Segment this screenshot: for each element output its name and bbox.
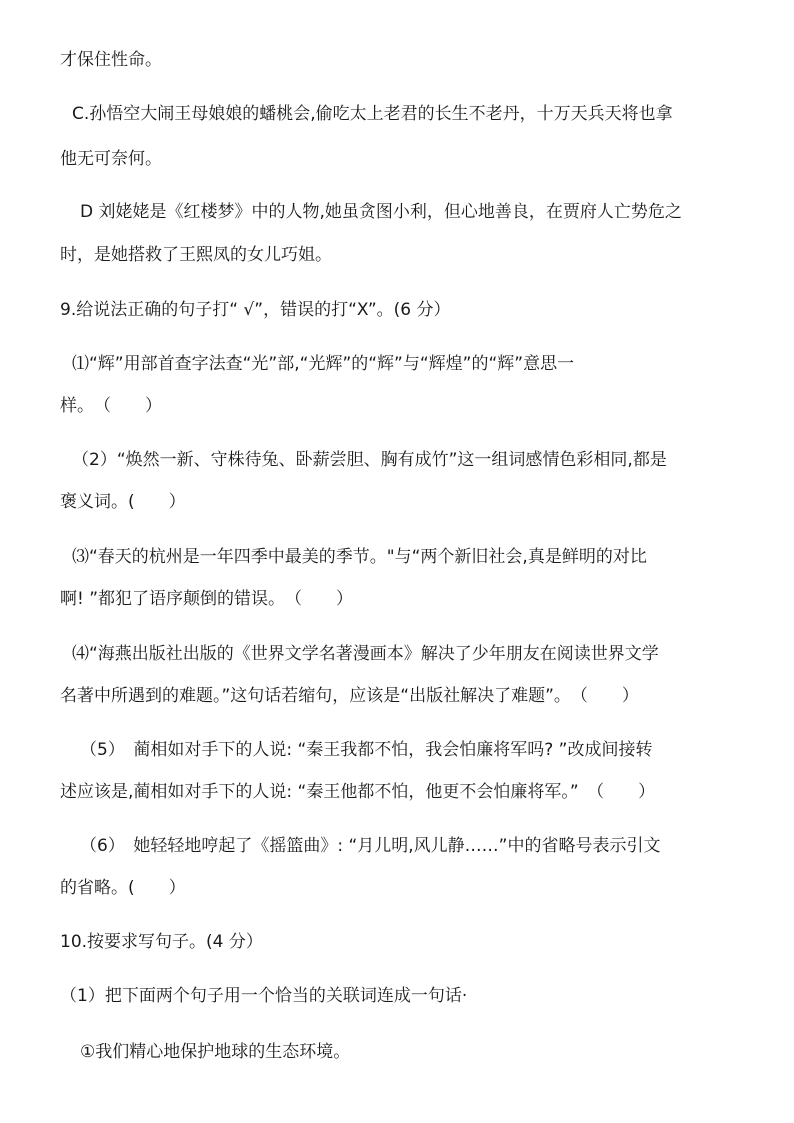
item-4-line-1: ⑷“海燕出版社出版的《世界文学名著漫画本》解决了少年朋友在阅读世界文学 — [72, 644, 659, 664]
question-9-heading: 9.给说法正确的句子打“ √”，错误的打“X”。(6 分） — [60, 300, 451, 320]
option-d-line-2: 时，是她搭救了王熙凤的女儿巧姐。 — [60, 245, 332, 265]
item-6-line-1: （6） 她轻轻地哼起了《摇篮曲》: “月儿明,风儿静……”中的省略号表示引文 — [80, 836, 661, 856]
item-5-line-1: （5） 蔺相如对手下的人说: “秦王我都不怕，我会怕廉将军吗? ”改成间接转 — [80, 740, 653, 760]
item-6-line-2: 的省略。( ） — [60, 878, 186, 898]
q10-part-1-instruction: （1）把下面两个句子用一个恰当的关联词连成一句话· — [60, 986, 468, 1006]
text-line-1: 才保住性命。 — [60, 50, 162, 70]
item-3-line-1: ⑶“春天的杭州是一年四季中最美的季节。"与“两个新旧社会,真是鲜明的对比 — [72, 547, 647, 567]
item-2-line-2: 褒义词。( ） — [60, 492, 186, 512]
item-1-line-1: ⑴“辉”用部首查字法查“光”部,“光辉”的“辉”与“辉煌”的“辉”意思一 — [72, 354, 575, 374]
item-2-line-1: （2）“焕然一新、守株待兔、卧薪尝胆、胸有成竹”这一组词感情色彩相同,都是 — [72, 450, 667, 470]
option-c-line-1: C.孙悟空大闹王母娘娘的蟠桃会,偷吃太上老君的长生不老丹，十万天兵天将也拿 — [72, 104, 673, 124]
item-1-line-2: 样。 （ ） — [60, 396, 162, 416]
q10-sentence-1: ①我们精心地保护地球的生态环境。 — [80, 1042, 351, 1062]
option-c-line-2: 他无可奈何。 — [60, 149, 162, 169]
item-5-line-2: 述应该是,蔺相如对手下的人说: “秦王他都不怕，他更不会怕廉将军。” （ ） — [60, 782, 656, 802]
item-4-line-2: 名著中所遇到的难题。”这句话若缩句，应该是“出版社解决了难题”。 （ ） — [60, 686, 639, 706]
option-d-line-1: D 刘姥姥是《红楼梦》中的人物,她虽贪图小利，但心地善良，在贾府人亡势危之 — [80, 202, 682, 222]
question-10-heading: 10.按要求写句子。(4 分） — [60, 932, 263, 952]
item-3-line-2: 啊! ”都犯了语序颠倒的错误。 （ ） — [60, 589, 354, 609]
